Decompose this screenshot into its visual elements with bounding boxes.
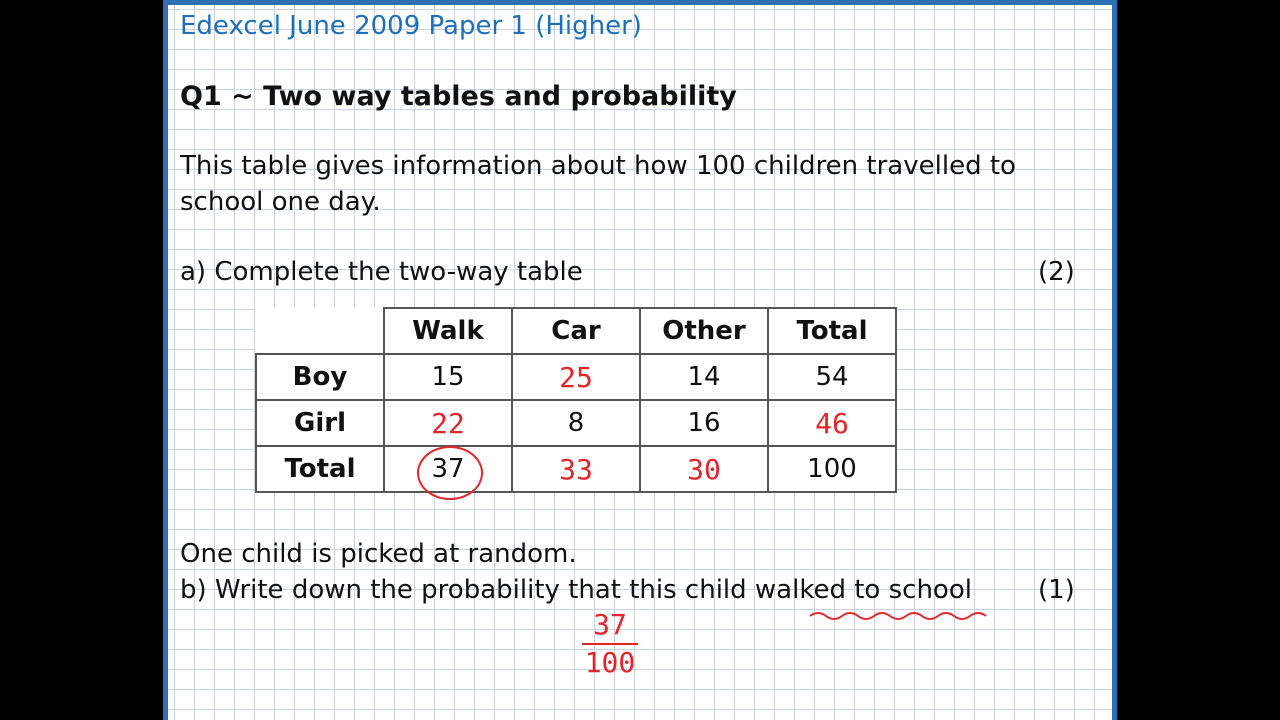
table-row	[256, 446, 896, 492]
part-a-marks: (2)	[1038, 257, 1075, 287]
table-row	[256, 400, 896, 446]
two-way-table	[255, 307, 897, 493]
answer-denominator: 100	[584, 646, 636, 679]
table-cell-handwritten: 25	[512, 354, 640, 400]
table-cell-handwritten: 22	[384, 400, 512, 446]
table-cell-handwritten: 30	[640, 446, 768, 492]
table-cell: 15	[384, 354, 512, 400]
worksheet-page	[163, 0, 1117, 720]
squiggle-underline	[808, 607, 988, 625]
circle-annotation	[417, 446, 483, 500]
column-header-car: Car	[512, 308, 640, 354]
answer-numerator: 37	[593, 608, 627, 641]
row-header-total: Total	[256, 446, 384, 492]
table-cell: 8	[512, 400, 640, 446]
table-row	[256, 354, 896, 400]
table-cell: 14	[640, 354, 768, 400]
circled-value-text: 37	[431, 454, 465, 484]
part-a-question: a) Complete the two-way table	[180, 257, 583, 287]
part-b-marks: (1)	[1038, 575, 1075, 605]
table-header-row	[256, 308, 896, 354]
intro-text-line-1: This table gives information about how 100 children travelled to	[180, 151, 1016, 181]
fraction-bar	[582, 643, 638, 645]
intro-text-line-2: school one day.	[180, 187, 381, 217]
table-cell-circled	[384, 446, 512, 492]
page-title: Edexcel June 2009 Paper 1 (Higher)	[180, 11, 642, 41]
circled-value	[431, 454, 464, 484]
table-cell-handwritten: 46	[768, 400, 896, 446]
part-b-intro: One child is picked at random.	[180, 539, 577, 569]
column-header-total: Total	[768, 308, 896, 354]
row-header-boy: Boy	[256, 354, 384, 400]
column-header-other: Other	[640, 308, 768, 354]
column-header-walk: Walk	[384, 308, 512, 354]
table-cell-handwritten: 33	[512, 446, 640, 492]
table-cell: 54	[768, 354, 896, 400]
table-corner	[256, 308, 384, 354]
question-heading: Q1 ~ Two way tables and probability	[180, 81, 737, 112]
row-header-girl: Girl	[256, 400, 384, 446]
answer-fraction	[578, 609, 642, 679]
part-b-question: b) Write down the probability that this child walked to school	[180, 575, 972, 605]
table-cell: 100	[768, 446, 896, 492]
table-cell: 16	[640, 400, 768, 446]
